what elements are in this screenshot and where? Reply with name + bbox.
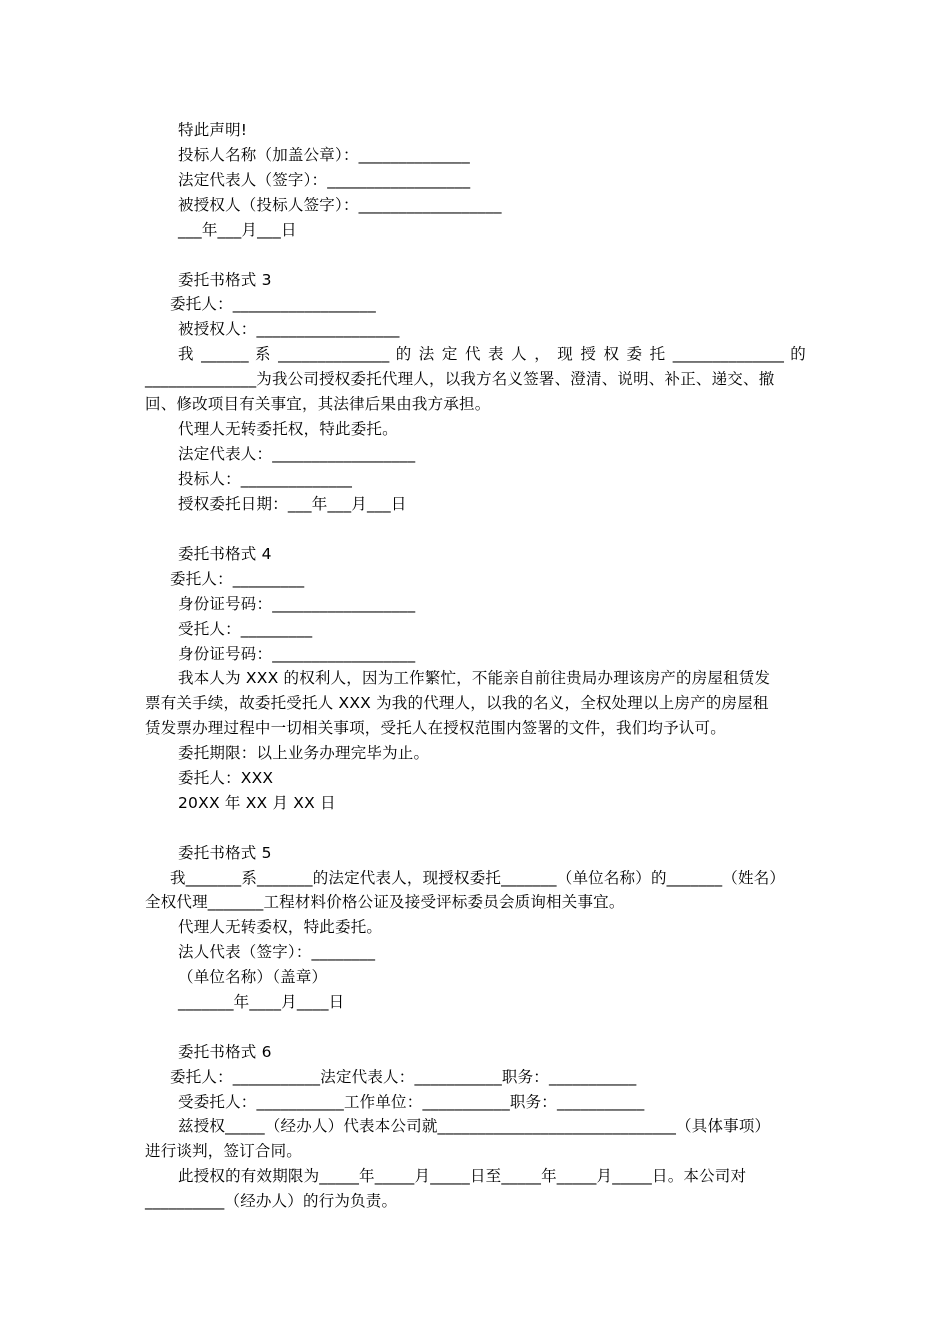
date-line: _______年____月____日 bbox=[178, 993, 345, 1011]
legal-rep-signature-field: 法定代表人（签字）：__________________ bbox=[178, 171, 471, 189]
authorized-person-signature-field: 被授权人（投标人签字）：__________________ bbox=[178, 196, 502, 214]
seal-line: （单位名称）（盖章） bbox=[178, 968, 328, 986]
paragraph-line: 回、修改项目有关事宜，其法律后果由我方承担。 bbox=[145, 395, 491, 413]
principal-value-line: 委托人：XXX bbox=[178, 769, 274, 787]
no-sub-delegation-line: 代理人无转委托权，特此委托。 bbox=[178, 420, 398, 438]
authorized-person-field: 被授权人：__________________ bbox=[178, 320, 400, 338]
paragraph-line: 全权代理_______工程材料价格公证及接受评标委员会质询相关事宜。 bbox=[145, 893, 625, 911]
principal-info-line: 委托人：___________法定代表人：___________职务：___________ bbox=[170, 1068, 637, 1086]
date-line: ___年___月___日 bbox=[178, 221, 297, 239]
paragraph-line: 赁发票办理过程中一切相关事项，受托人在授权范围内签署的文件，我们均予认可。 bbox=[145, 719, 726, 737]
paragraph-line: 我本人为 XXX 的权利人，因为工作繁忙，不能亲自前往贵局办理该房产的房屋租赁发 bbox=[178, 669, 771, 687]
paragraph-line: 兹授权_____（经办人）代表本公司就______________________________（具体事项） bbox=[178, 1117, 771, 1135]
section-title-format-4: 委托书格式 4 bbox=[178, 545, 272, 563]
id-number-field: 身份证号码：__________________ bbox=[178, 645, 416, 663]
id-number-field: 身份证号码：__________________ bbox=[178, 595, 416, 613]
legal-rep-field: 法定代表人：__________________ bbox=[178, 445, 416, 463]
principal-field: 委托人：__________________ bbox=[170, 295, 376, 313]
paragraph-line: 此授权的有效期限为_____年_____月_____日至_____年_____月_____日。本公司对 bbox=[178, 1167, 747, 1185]
agent-info-line: 受委托人：___________工作单位：___________职务：___________ bbox=[178, 1093, 645, 1111]
section-title-format-3: 委托书格式 3 bbox=[178, 271, 272, 289]
legal-rep-signature-field: 法人代表（签字）：________ bbox=[178, 943, 376, 961]
paragraph-line: 我_______系_______的法定代表人，现授权委托_______（单位名称）的_______（姓名） bbox=[170, 869, 786, 887]
paragraph-line: 我 ______ 系 ______________ 的 法 定 代 表 人 ， 现 授 权 委 托 ______________ 的 bbox=[178, 345, 806, 363]
paragraph-line: 进行谈判，签订合同。 bbox=[145, 1142, 303, 1160]
section-title-format-5: 委托书格式 5 bbox=[178, 844, 272, 862]
section-title-format-6: 委托书格式 6 bbox=[178, 1043, 272, 1061]
declaration-closing: 特此声明! bbox=[178, 121, 248, 139]
date-line: 20XX 年 XX 月 XX 日 bbox=[178, 794, 336, 812]
delegation-term-line: 委托期限：以上业务办理完毕为止。 bbox=[178, 744, 430, 762]
bidder-name-field: 投标人名称（加盖公章）：______________ bbox=[178, 146, 470, 164]
no-sub-delegation-line: 代理人无转委权，特此委托。 bbox=[178, 918, 383, 936]
paragraph-line: 票有关手续，故委托受托人 XXX 为我的代理人，以我的名义，全权处理以上房产的房屋租 bbox=[145, 694, 769, 712]
authorization-date-line: 授权委托日期：___年___月___日 bbox=[178, 495, 407, 513]
paragraph-line: __________（经办人）的行为负责。 bbox=[145, 1192, 398, 1210]
bidder-field: 投标人：______________ bbox=[178, 470, 353, 488]
paragraph-line: ______________为我公司授权委托代理人，以我方名义签署、澄清、说明、补正、递交、撤 bbox=[145, 370, 775, 388]
principal-field: 委托人：_________ bbox=[170, 570, 305, 588]
agent-field: 受托人：_________ bbox=[178, 620, 313, 638]
